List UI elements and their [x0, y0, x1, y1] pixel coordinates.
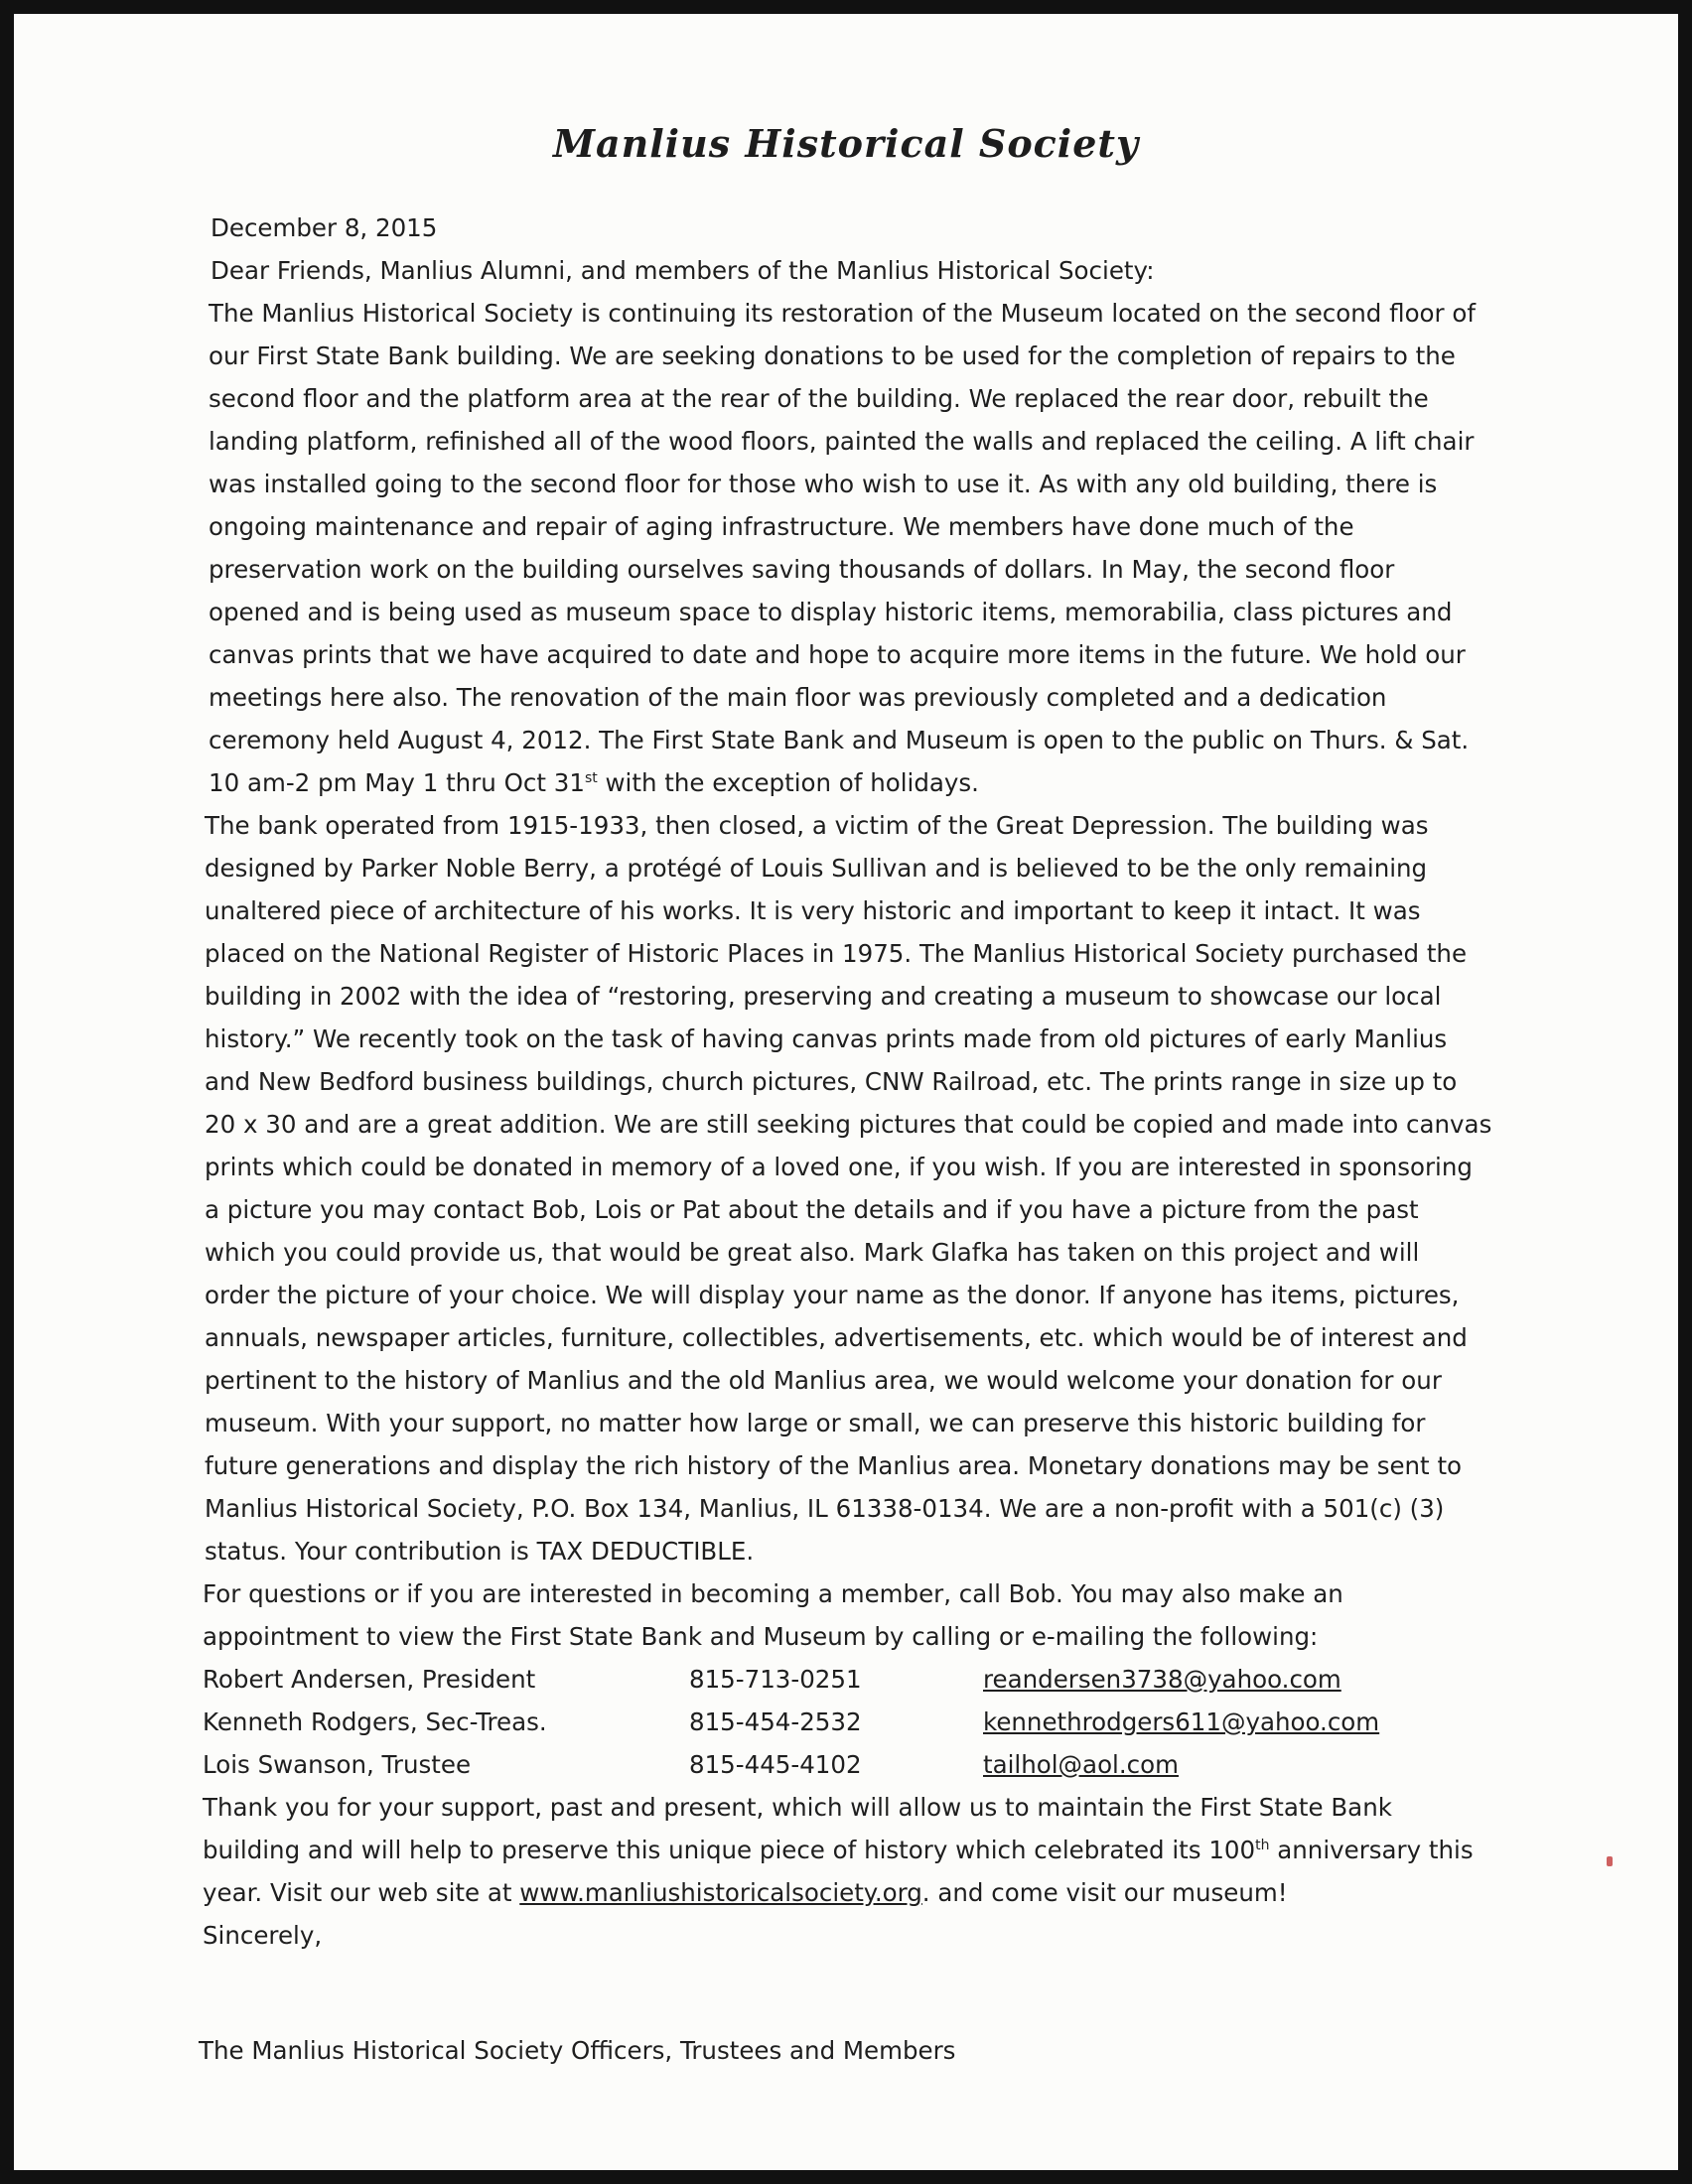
body-line: Manlius Historical Society, P.O. Box 134, Manlius, IL 61338-0134. We are a non-profit with a 501(c) (3)	[205, 1494, 1445, 1523]
anniversary-text-end: anniversary this	[1269, 1836, 1474, 1864]
hours-text-end: with the exception of holidays.	[597, 768, 979, 797]
signature: The Manlius Historical Society Officers, Trustees and Members	[199, 2036, 956, 2065]
body-line: preservation work on the building ourselves saving thousands of dollars. In May, the second floor	[209, 555, 1395, 584]
contact-email-link[interactable]: reandersen3738@yahoo.com	[983, 1665, 1341, 1694]
closing: Sincerely,	[203, 1921, 323, 1950]
anniversary-line	[203, 1835, 1474, 1866]
website-intro: year. Visit our web site at	[203, 1878, 520, 1907]
body-line: second floor and the platform area at the rear of the building. We replaced the rear door, rebuilt the	[209, 384, 1429, 413]
contact-phone: 815-445-4102	[689, 1750, 862, 1779]
body-line: museum. With your support, no matter how large or small, we can preserve this historic building for	[205, 1409, 1426, 1437]
hours-text: 10 am-2 pm May 1 thru Oct 31	[209, 768, 585, 797]
website-link[interactable]: www.manliushistoricalsociety.org	[519, 1878, 922, 1907]
ordinal-suffix: th	[1255, 1837, 1270, 1853]
contact-name: Lois Swanson, Trustee	[203, 1750, 472, 1779]
body-line: was installed going to the second floor for those who wish to use it. As with any old building, there is	[209, 470, 1438, 498]
letter-date: December 8, 2015	[211, 213, 438, 242]
contact-phone: 815-454-2532	[689, 1707, 862, 1736]
body-line: The bank operated from 1915-1933, then closed, a victim of the Great Depression. The building was	[205, 811, 1429, 840]
body-line: meetings here also. The renovation of the main floor was previously completed and a dedication	[209, 683, 1387, 712]
website-line	[203, 1877, 1288, 1909]
body-line: placed on the National Register of Historic Places in 1975. The Manlius Historical Society purchased the	[205, 939, 1468, 968]
contact-name: Kenneth Rodgers, Sec-Treas.	[203, 1707, 547, 1736]
body-line: unaltered piece of architecture of his works. It is very historic and important to keep it intact. It was	[205, 896, 1421, 925]
letter-page	[14, 14, 1678, 2170]
body-line: prints which could be donated in memory of a loved one, if you wish. If you are interested in sponsoring	[205, 1153, 1473, 1181]
body-line: opened and is being used as museum space to display historic items, memorabilia, class pictures and	[209, 598, 1453, 626]
body-line: a picture you may contact Bob, Lois or Pat about the details and if you have a picture from the past	[205, 1195, 1419, 1224]
body-line: Thank you for your support, past and present, which will allow us to maintain the First State Bank	[203, 1793, 1392, 1822]
body-line: ongoing maintenance and repair of aging infrastructure. We members have done much of the	[209, 512, 1354, 541]
hours-line	[209, 767, 979, 799]
contact-phone: 815-713-0251	[689, 1665, 862, 1694]
body-line: building in 2002 with the idea of “restoring, preserving and creating a museum to showcase our local	[205, 982, 1442, 1011]
body-line: pertinent to the history of Manlius and the old Manlius area, we would welcome your donation for our	[205, 1366, 1442, 1395]
contact-email-link[interactable]: kennethrodgers611@yahoo.com	[983, 1707, 1380, 1736]
body-line: future generations and display the rich history of the Manlius area. Monetary donations may be sent to	[205, 1451, 1463, 1480]
website-outro: . and come visit our museum!	[921, 1878, 1288, 1907]
body-line: which you could provide us, that would be great also. Mark Glafka has taken on this project and will	[205, 1238, 1420, 1267]
body-line: history.” We recently took on the task of having canvas prints made from old pictures of early Manlius	[205, 1024, 1448, 1053]
greeting: Dear Friends, Manlius Alumni, and members of the Manlius Historical Society:	[211, 256, 1155, 285]
body-line: order the picture of your choice. We will display your name as the donor. If anyone has items, pictures,	[205, 1281, 1460, 1309]
body-line: designed by Parker Noble Berry, a protégé of Louis Sullivan and is believed to be the only remaining	[205, 854, 1428, 883]
anniversary-text: building and will help to preserve this unique piece of history which celebrated its 100	[203, 1836, 1256, 1864]
body-line: status. Your contribution is TAX DEDUCTIBLE.	[205, 1537, 755, 1566]
body-line: landing platform, refinished all of the wood floors, painted the walls and replaced the ceiling. A lift chair	[209, 427, 1475, 456]
body-line: our First State Bank building. We are seeking donations to be used for the completion of repairs to the	[209, 341, 1456, 370]
ink-mark	[1607, 1856, 1613, 1866]
ordinal-suffix: st	[584, 769, 598, 786]
body-line: ceremony held August 4, 2012. The First State Bank and Museum is open to the public on Thurs. & Sat.	[209, 726, 1470, 754]
body-line: 20 x 30 and are a great addition. We are still seeking pictures that could be copied and made into canvas	[205, 1110, 1492, 1139]
letterhead-title: Manlius Historical Society	[552, 121, 1140, 166]
body-line: canvas prints that we have acquired to date and hope to acquire more items in the future. We hold our	[209, 640, 1466, 669]
body-line: The Manlius Historical Society is continuing its restoration of the Museum located on the second floor of	[209, 299, 1477, 328]
contact-name: Robert Andersen, President	[203, 1665, 536, 1694]
body-line: annuals, newspaper articles, furniture, collectibles, advertisements, etc. which would be of interest and	[205, 1323, 1468, 1352]
body-line: For questions or if you are interested in becoming a member, call Bob. You may also make an	[203, 1579, 1343, 1608]
contact-email-link[interactable]: tailhol@aol.com	[983, 1750, 1179, 1779]
body-line: and New Bedford business buildings, church pictures, CNW Railroad, etc. The prints range in size up to	[205, 1067, 1458, 1096]
body-line: appointment to view the First State Bank and Museum by calling or e-mailing the following:	[203, 1622, 1319, 1651]
